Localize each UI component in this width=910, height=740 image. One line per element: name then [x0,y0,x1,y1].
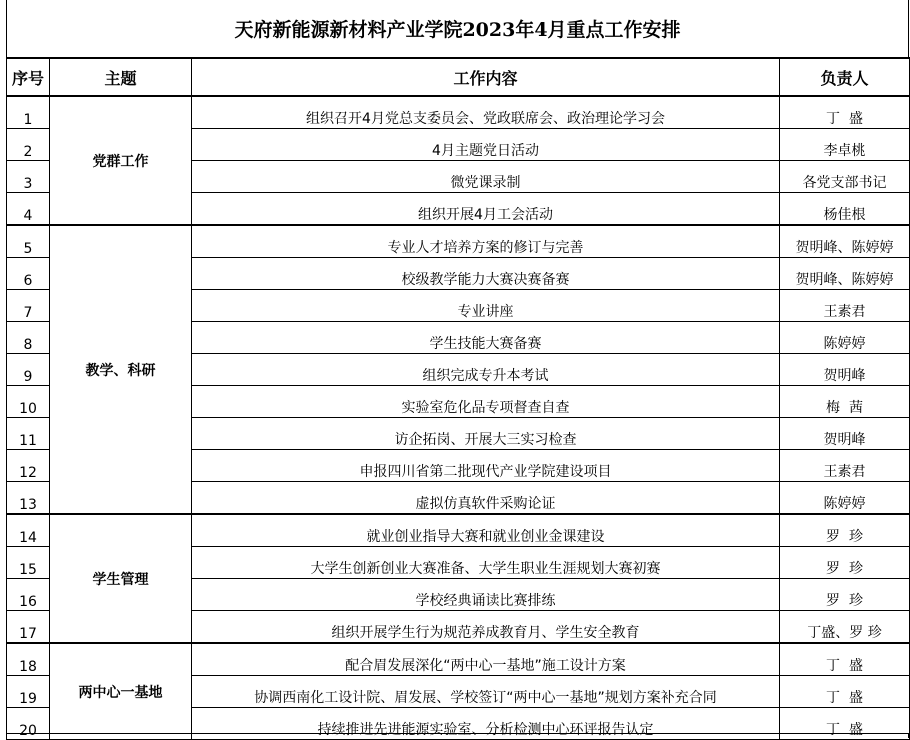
cell-owner[interactable]: 贺明峰、陈婷婷 [780,258,910,290]
cell-owner[interactable]: 杨佳根 [780,193,910,226]
cell-owner[interactable]: 罗 珍 [780,579,910,611]
cell-no[interactable]: 6 [7,258,50,290]
cell-content[interactable]: 4月主题党日活动 [192,129,780,161]
cell-topic[interactable]: 教学、科研 [50,225,192,514]
sheet-title: 天府新能源新材料产业学院2023年4月重点工作安排 [6,0,909,57]
cell-content[interactable]: 持续推进先进能源实验室、分析检测中心环评报告认定 [192,708,780,740]
cell-owner[interactable]: 贺明峰、陈婷婷 [780,225,910,258]
cell-no[interactable]: 9 [7,354,50,386]
work-plan-table [6,57,910,740]
cell-content[interactable]: 组织开展学生行为规范养成教育月、学生安全教育 [192,611,780,644]
cell-content[interactable]: 虚拟仿真软件采购论证 [192,482,780,515]
cell-owner[interactable]: 陈婷婷 [780,482,910,515]
header-row [7,58,910,96]
cell-content[interactable]: 组织完成专升本考试 [192,354,780,386]
cell-no[interactable]: 15 [7,547,50,579]
cell-no[interactable]: 1 [7,96,50,129]
cell-no[interactable]: 20 [7,708,50,740]
cell-content[interactable]: 实验室危化品专项督查自查 [192,386,780,418]
cell-content[interactable]: 学校经典诵读比赛排练 [192,579,780,611]
cell-owner[interactable]: 丁 盛 [780,643,910,676]
cell-owner[interactable]: 罗 珍 [780,547,910,579]
cell-no[interactable]: 5 [7,225,50,258]
cell-content[interactable]: 访企拓岗、开展大三实习检查 [192,418,780,450]
cell-content[interactable]: 协调西南化工设计院、眉发展、学校签订“两中心一基地”规划方案补充合同 [192,676,780,708]
cell-no[interactable]: 11 [7,418,50,450]
cell-no[interactable]: 17 [7,611,50,644]
table-body [7,96,910,740]
cell-owner[interactable]: 丁 盛 [780,708,910,740]
table-row [7,643,910,676]
cell-no[interactable]: 19 [7,676,50,708]
cell-owner[interactable]: 丁 盛 [780,676,910,708]
cell-no[interactable]: 2 [7,129,50,161]
table-row [7,225,910,258]
next-row-partial [6,733,909,738]
cell-owner[interactable]: 梅 茜 [780,386,910,418]
cell-topic[interactable]: 党群工作 [50,96,192,225]
cell-content[interactable]: 学生技能大赛备赛 [192,322,780,354]
cell-no[interactable]: 16 [7,579,50,611]
cell-no[interactable]: 14 [7,514,50,547]
cell-content[interactable]: 校级教学能力大赛决赛备赛 [192,258,780,290]
cell-content[interactable]: 微党课录制 [192,161,780,193]
cell-content[interactable]: 大学生创新创业大赛准备、大学生职业生涯规划大赛初赛 [192,547,780,579]
cell-owner[interactable]: 李卓桃 [780,129,910,161]
cell-topic[interactable]: 学生管理 [50,514,192,643]
cell-owner[interactable]: 罗 珍 [780,514,910,547]
cell-owner[interactable]: 丁盛、罗 珍 [780,611,910,644]
cell-content[interactable]: 组织召开4月党总支委员会、党政联席会、政治理论学习会 [192,96,780,129]
cell-owner[interactable]: 贺明峰 [780,418,910,450]
header-content: 工作内容 [192,58,780,96]
cell-owner[interactable]: 陈婷婷 [780,322,910,354]
cell-content[interactable]: 申报四川省第二批现代产业学院建设项目 [192,450,780,482]
cell-owner[interactable]: 丁 盛 [780,96,910,129]
cell-no[interactable]: 4 [7,193,50,226]
cell-owner[interactable]: 王素君 [780,450,910,482]
table-row [7,514,910,547]
cell-content[interactable]: 组织开展4月工会活动 [192,193,780,226]
header-owner: 负责人 [780,58,910,96]
header-no: 序号 [7,58,50,96]
table-row [7,96,910,129]
cell-content[interactable]: 就业创业指导大赛和就业创业金课建设 [192,514,780,547]
cell-no[interactable]: 18 [7,643,50,676]
cell-content[interactable]: 配合眉发展深化“两中心一基地”施工设计方案 [192,643,780,676]
cell-owner[interactable]: 王素君 [780,290,910,322]
cell-no[interactable]: 10 [7,386,50,418]
cell-no[interactable]: 8 [7,322,50,354]
cell-no[interactable]: 7 [7,290,50,322]
cell-content[interactable]: 专业人才培养方案的修订与完善 [192,225,780,258]
cell-content[interactable]: 专业讲座 [192,290,780,322]
header-topic: 主题 [50,58,192,96]
cell-no[interactable]: 13 [7,482,50,515]
cell-owner[interactable]: 各党支部书记 [780,161,910,193]
cell-topic[interactable]: 两中心一基地 [50,643,192,740]
cell-no[interactable]: 12 [7,450,50,482]
cell-owner[interactable]: 贺明峰 [780,354,910,386]
cell-no[interactable]: 3 [7,161,50,193]
